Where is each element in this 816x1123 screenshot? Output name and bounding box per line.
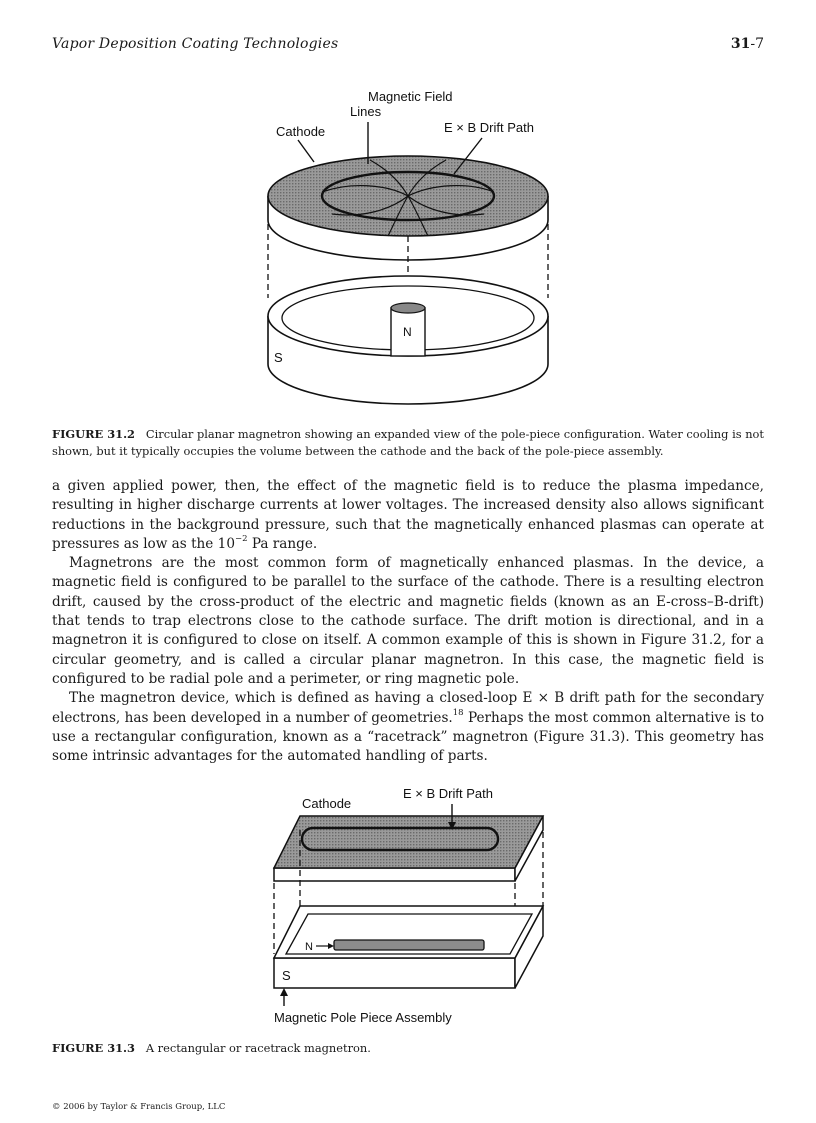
paragraph-1 [52,477,764,554]
label-drift-path: E × B Drift Path [444,120,534,135]
cathode-plate-front [274,868,515,881]
label-s-pole: S [282,968,291,983]
center-pole-bar [334,940,484,950]
label-lines: Lines [350,104,382,119]
label-drift-path: E × B Drift Path [403,786,493,801]
paragraph-1-sup: −2 [234,534,248,545]
body-text [52,477,764,766]
label-s-pole: S [274,350,283,365]
figure-31-3-label: FIGURE 31.3 [52,1041,135,1055]
paragraph-3-text: The magnetron device, which is defined as having a closed-loop E × B drift path for the secondary electrons, has been developed in a number of geometries. [52,690,764,726]
running-title: Vapor Deposition Coating Technologies [52,36,339,52]
figure-31-2-label: FIGURE 31.2 [52,427,135,441]
label-magnetic-field: Magnetic Field [368,89,453,104]
figure-31-2-caption-text: Circular planar magnetron showing an expanded view of the pole-piece configuration. Water cooling is not shown, but it typically occupies the volume between the cathode and the back of the pole-piece assembly. [52,427,764,458]
cathode-plate-top [274,816,543,868]
paragraph-2: Magnetrons are the most common form of magnetically enhanced plasmas. In the device, a magnetic field is configured to be parallel to the surface of the cathode. There is a resulting electron drift, caused by the cross-product of the electric and magnetic fields (known as an E-cross–B-drift) that tends to trap electrons close to the cathode surface. The drift motion is directional, and in a magnetron it is configured to close on itself. A common example of this is shown in Figure 31.2, for a circular geometry, and is called a circular planar magnetron. In this case, the magnetic field is configured to be radial pole and a perimeter, or ring magnetic pole. [52,555,764,687]
label-pole-piece-assembly: Magnetic Pole Piece Assembly [274,1010,452,1025]
paragraph-3-end: Perhaps the most common alternative is to use a rectangular configuration, known as a “racetrack” magnetron (Figure 31.3). This geometry has some intrinsic advantages for the automated handling of parts. [52,709,765,765]
figure-31-2-caption [52,426,764,460]
paragraph-3-sup: 18 [452,708,464,719]
label-n-pole: N [305,941,313,953]
center-pole-top [391,303,425,313]
page-number-suffix: -7 [750,36,764,52]
label-cathode: Cathode [276,124,326,139]
page-number [731,36,764,52]
paragraph-3 [52,689,764,766]
figure-31-3-racetrack-magnetron [260,784,560,1034]
cathode-leader [298,140,314,162]
chapter-number: 31 [730,36,751,52]
pole-tray-front [274,958,515,988]
paragraph-1-text: a given applied power, then, the effect of the magnetic field is to reduce the plasma impedance, resulting in higher discharge currents at lower voltages. The increased density also allows significant reductions in the background pressure, such that the magnetically enhanced plasmas can operate at pressures as low as the 10 [52,478,764,552]
assembly-arrowhead [280,988,288,996]
label-cathode: Cathode [302,796,352,811]
copyright-footer: © 2006 by Taylor & Francis Group, LLC [52,1102,226,1112]
figure-31-3-caption-text: A rectangular or racetrack magnetron. [145,1041,371,1055]
paragraph-1-end: Pa range. [247,535,318,552]
label-n-pole: N [403,325,412,339]
figure-31-2-circular-magnetron [250,84,566,406]
figure-31-3-caption [52,1040,764,1057]
